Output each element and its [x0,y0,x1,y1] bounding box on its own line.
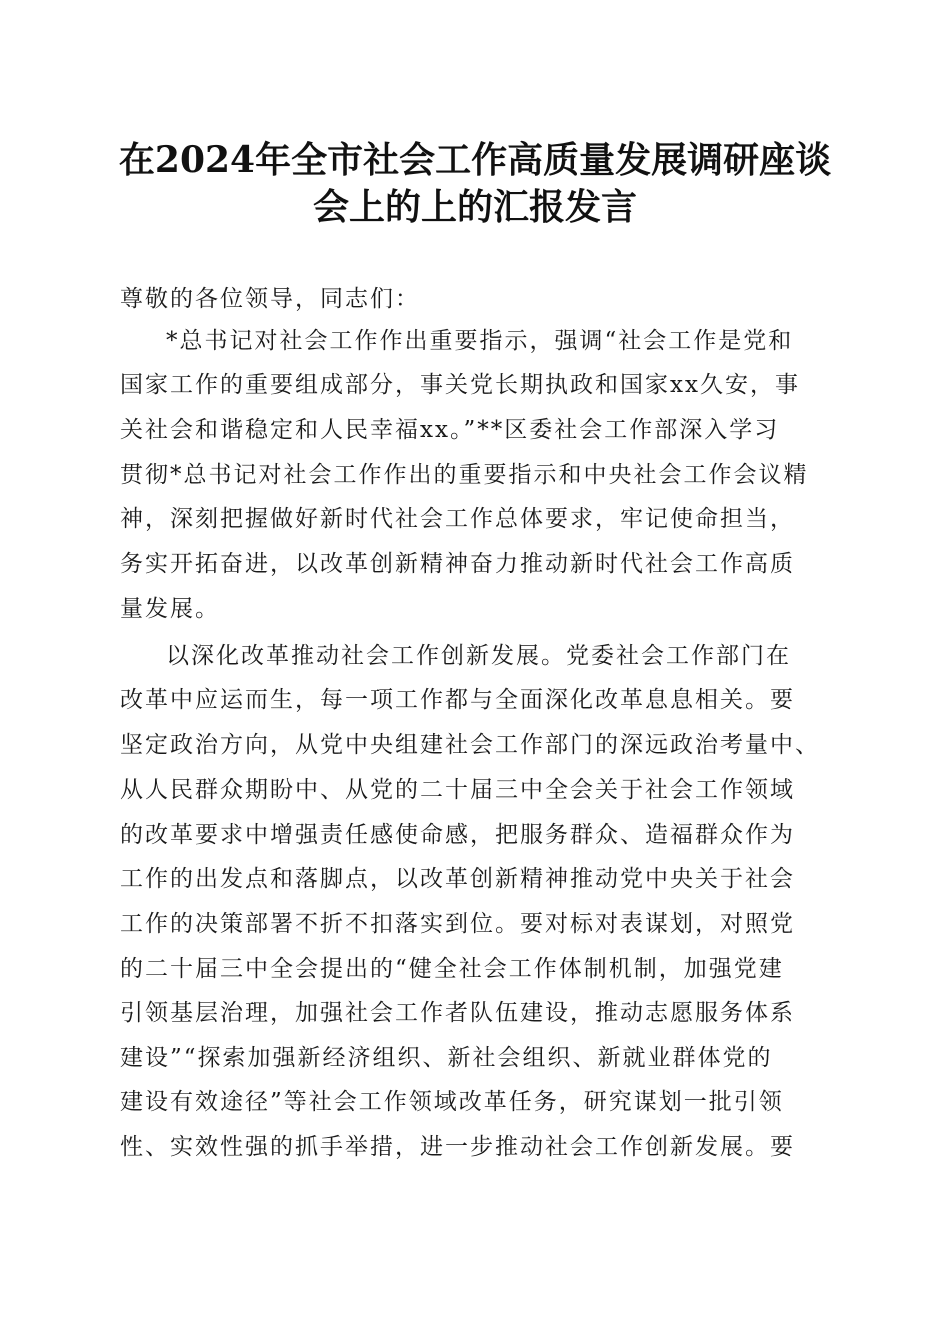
paragraph-2-line: 从人民群众期盼中、从党的二十届三中全会关于社会工作领域 [120,777,795,803]
paragraph-1-line: *总书记对社会工作作出重要指示，强调“社会工作是党和 [166,328,794,354]
document-title-line-1: 在2024年全市社会工作高质量发展调研座谈 [118,139,832,181]
paragraph-1-line: 务实开拓奋进，以改革创新精神奋力推动新时代社会工作高质 [120,551,795,577]
paragraph-2-line: 坚定政治方向，从党中央组建社会工作部门的深远政治考量中、 [120,732,820,758]
paragraph-2-line: 建设有效途径”等社会工作领域改革任务，研究谋划一批引领 [120,1089,784,1115]
paragraph-2-line: 改革中应运而生，每一项工作都与全面深化改革息息相关。要 [120,687,795,713]
paragraph-2-line: 建设”“探索加强新经济组织、新社会组织、新就业群体党的 [120,1045,773,1071]
document-title-line-2: 会上的上的汇报发言 [312,186,637,228]
paragraph-1-line: 神，深刻把握做好新时代社会工作总体要求，牢记使命担当， [120,506,795,532]
paragraph-2-line: 性、实效性强的抓手举措，进一步推动社会工作创新发展。要 [120,1134,795,1160]
paragraph-2-line: 的改革要求中增强责任感使命感，把服务群众、造福群众作为 [120,822,795,848]
paragraph-2-line: 的二十届三中全会提出的“健全社会工作体制机制，加强党建 [120,956,784,982]
paragraph-2-line: 工作的决策部署不折不扣落实到位。要对标对表谋划，对照党 [120,911,795,937]
paragraph-1-line: 关社会和谐稳定和人民幸福xx。”**区委社会工作部深入学习 [120,417,780,443]
paragraph-1-line: 贯彻*总书记对社会工作作出的重要指示和中央社会工作会议精 [120,462,809,488]
paragraph-2-line: 工作的出发点和落脚点，以改革创新精神推动党中央关于社会 [120,866,795,892]
paragraph-2-line: 引领基层治理，加强社会工作者队伍建设，推动志愿服务体系 [120,1000,795,1026]
paragraph-1-line: 量发展。 [120,596,220,622]
paragraph-1-line: 国家工作的重要组成部分，事关党长期执政和国家xx久安，事 [120,372,800,398]
paragraph-2-line: 以深化改革推动社会工作创新发展。党委社会工作部门在 [166,643,791,669]
salutation: 尊敬的各位领导，同志们： [120,286,420,312]
